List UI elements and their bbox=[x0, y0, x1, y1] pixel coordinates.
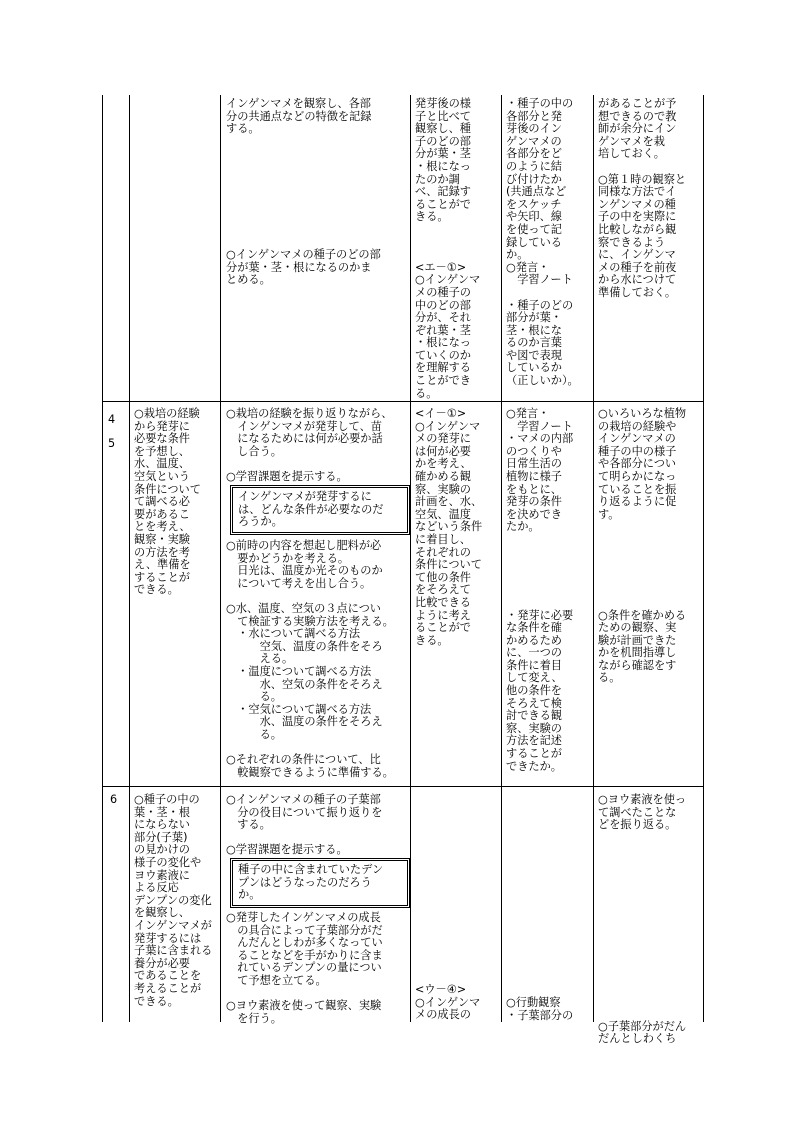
text-line: 養分が必要 bbox=[134, 956, 190, 970]
text-line: 発芽後の様 bbox=[415, 97, 471, 110]
text-line: 計画を、水、 bbox=[415, 495, 483, 509]
text-line bbox=[506, 572, 592, 585]
text-line: それぞれの bbox=[415, 545, 471, 559]
text-line bbox=[506, 547, 592, 560]
text-line: を使って記 bbox=[506, 222, 562, 236]
text-line: ○ヨウ素液を使って観察、実験 bbox=[226, 999, 382, 1013]
text-line: そろえて検 bbox=[506, 696, 562, 710]
text-line: 各部分をど bbox=[506, 147, 562, 161]
text-line: 茎・根にな bbox=[506, 323, 562, 337]
text-line: きる。 bbox=[415, 633, 449, 647]
text-line: 中のどの部 bbox=[415, 298, 471, 312]
text-line: 比較できる bbox=[415, 595, 471, 609]
text-line: べ、記録す bbox=[415, 185, 471, 199]
text-line: 水、温度の条件をそろえ bbox=[226, 715, 383, 729]
text-line: ○ヨウ素液を使っ bbox=[598, 793, 687, 806]
text-line: (共通点など bbox=[506, 185, 567, 199]
text-line bbox=[598, 970, 702, 983]
text-line: ○条件を確かめる bbox=[598, 608, 687, 622]
text-line: 確かめる観 bbox=[415, 469, 471, 483]
text-line: になるためには何が必要か話 bbox=[226, 432, 383, 446]
text-line: を予想し、 bbox=[134, 444, 190, 458]
text-line: かめるため bbox=[506, 633, 562, 647]
text-line bbox=[415, 224, 499, 237]
text-line: ることなどを手がかりに含ま bbox=[226, 948, 383, 962]
text-line: 子葉に含まれる bbox=[134, 944, 213, 958]
text-line: 各部分と発 bbox=[506, 109, 562, 123]
text-line: 部分(子葉) bbox=[134, 830, 188, 844]
text-line: ○発言・ bbox=[506, 407, 550, 420]
task-line: は、どんな条件が必要なのだ bbox=[238, 502, 384, 516]
text-line: ンゲンマメの種 bbox=[598, 197, 676, 211]
text-line: 観察し、種 bbox=[415, 122, 471, 136]
text-line: （正しいか）。 bbox=[506, 374, 579, 388]
text-line: 必要な条件 bbox=[134, 432, 190, 446]
text-line: て調べる必 bbox=[134, 495, 190, 509]
text-line: があることが予 bbox=[598, 97, 677, 110]
text-line: ○インゲンマメの種子のどの部 bbox=[226, 248, 381, 262]
text-line: 準備しておく。 bbox=[598, 285, 677, 299]
text-line: <エ－①> bbox=[415, 260, 467, 274]
row2-task-box bbox=[230, 485, 410, 535]
text-line: し合う。 bbox=[226, 444, 282, 458]
text-line bbox=[226, 199, 408, 212]
text-line: ○栽培の経験を振り返りながら、 bbox=[226, 407, 393, 420]
text-line bbox=[598, 920, 702, 933]
text-line: 考えることが bbox=[134, 981, 202, 995]
text-line: する。 bbox=[226, 818, 271, 832]
row3-task-box bbox=[230, 858, 410, 908]
text-line: や図で表現 bbox=[506, 348, 562, 362]
text-line: などいう条件 bbox=[415, 520, 483, 534]
text-line: <イ－①> bbox=[415, 407, 467, 420]
text-line bbox=[598, 844, 702, 857]
text-line: インゲンマメを観察し、各部 bbox=[226, 97, 371, 110]
text-line bbox=[506, 584, 592, 597]
text-line: ように考え bbox=[415, 608, 471, 622]
text-line: や各部分につい bbox=[598, 457, 677, 471]
text-line: 日光は、温度か光そのものか bbox=[226, 564, 383, 578]
text-line: することが bbox=[506, 747, 562, 761]
row2-goal bbox=[134, 408, 218, 597]
text-line: 察、実験の bbox=[415, 482, 471, 496]
text-line: 植物に様子 bbox=[506, 469, 562, 483]
text-line: 子と比べて bbox=[415, 109, 471, 123]
text-line: ための観察、実 bbox=[598, 621, 677, 635]
text-line: ○インゲンマメの種子の子葉部 bbox=[226, 793, 381, 806]
text-line bbox=[598, 597, 702, 610]
text-line: ることがで bbox=[415, 621, 471, 635]
text-line: のように結 bbox=[506, 159, 562, 173]
text-line: 学習ノート bbox=[506, 419, 573, 433]
text-line bbox=[415, 249, 499, 262]
row2-evaluation bbox=[506, 408, 592, 773]
text-line: て明らかになっ bbox=[598, 469, 677, 483]
text-line: ・種子の中の bbox=[506, 97, 574, 110]
text-line: たか。 bbox=[506, 520, 540, 534]
text-line: える。 bbox=[226, 652, 294, 666]
task-line: プンはどうなったのだろう bbox=[238, 875, 372, 889]
text-line bbox=[598, 857, 702, 870]
text-line: 想できるので教 bbox=[598, 109, 677, 123]
text-line: どを振り返る。 bbox=[598, 818, 677, 832]
text-line: て予想を立てる。 bbox=[226, 973, 327, 987]
text-line: に着目し、 bbox=[415, 532, 471, 546]
text-line: ゲンマメを栽 bbox=[598, 134, 665, 148]
text-line: び付けたか bbox=[506, 172, 562, 186]
text-line: 分が葉・茎・根になるのかま bbox=[226, 260, 372, 274]
text-line: て検証する実験方法を考える。 bbox=[226, 614, 394, 628]
text-line: 比較しながら観 bbox=[598, 222, 677, 236]
text-line: する。 bbox=[226, 122, 260, 136]
row2-viewpoint bbox=[415, 408, 499, 647]
text-line: ・子葉部分の bbox=[506, 1008, 574, 1022]
text-line: ・根になっ bbox=[415, 336, 471, 350]
row3-activities-a bbox=[226, 794, 408, 857]
text-line: よる反応 bbox=[134, 881, 179, 895]
text-line: 空気、温度 bbox=[415, 507, 471, 521]
text-line bbox=[506, 534, 592, 547]
hour-number: 6 bbox=[110, 793, 118, 806]
row1-evaluation bbox=[506, 98, 592, 388]
text-line: 様子の変化や bbox=[134, 855, 202, 869]
text-line: 験が計画できた bbox=[598, 633, 677, 647]
text-line: インゲンマメが bbox=[134, 918, 212, 932]
text-line: メの種子の bbox=[415, 285, 471, 299]
text-line: んだんとしわが多くなってい bbox=[226, 936, 383, 950]
text-line: 観察・実験 bbox=[134, 532, 190, 546]
text-line bbox=[598, 534, 702, 547]
text-line: インゲンマメの bbox=[598, 432, 676, 446]
text-line bbox=[598, 547, 702, 560]
text-line: え、準備を bbox=[134, 558, 191, 572]
row1-activities bbox=[226, 98, 408, 287]
text-line: か。 bbox=[506, 248, 529, 262]
text-line: を観察し、 bbox=[134, 906, 190, 920]
text-line: できる。 bbox=[134, 583, 179, 597]
text-line bbox=[598, 895, 702, 908]
text-line: のつくりや bbox=[506, 444, 562, 458]
text-line: 分が、それ bbox=[415, 311, 471, 325]
text-line: であることを bbox=[134, 969, 202, 983]
text-line: て調べたことな bbox=[598, 805, 677, 819]
text-line: デンプンの変化 bbox=[134, 893, 212, 907]
text-line: かを机間指導し bbox=[598, 646, 677, 660]
row3-evaluation bbox=[506, 997, 592, 1022]
text-line: して変え、 bbox=[506, 671, 563, 685]
text-line: り返るように促 bbox=[598, 495, 677, 509]
text-line: は何が必要 bbox=[415, 444, 471, 458]
text-line: 部分が葉・ bbox=[506, 311, 562, 325]
text-line bbox=[506, 559, 592, 572]
text-line: ることがで bbox=[415, 197, 471, 211]
text-line: ヨウ素液に bbox=[134, 868, 190, 882]
text-line: 条件に着目 bbox=[506, 658, 562, 672]
text-line: す。 bbox=[598, 507, 620, 521]
text-line bbox=[226, 174, 408, 187]
text-line bbox=[598, 584, 702, 597]
text-line: 方法を記述 bbox=[506, 734, 562, 748]
text-line: しているか bbox=[506, 361, 562, 375]
text-line: ていることを振 bbox=[598, 482, 677, 496]
text-line: ・発芽に必要 bbox=[506, 608, 574, 622]
text-line: メの成長の bbox=[415, 1008, 471, 1022]
text-line bbox=[598, 832, 702, 845]
text-line: ○行動観察 bbox=[506, 996, 561, 1009]
text-line: ○子葉部分がだん bbox=[598, 1019, 687, 1033]
text-line: を決めでき bbox=[506, 507, 562, 521]
text-line bbox=[226, 148, 408, 161]
text-line: ○インゲンマ bbox=[415, 273, 481, 287]
text-line: かを考え、 bbox=[415, 457, 472, 471]
text-line: 録している bbox=[506, 235, 562, 249]
text-line: ていくのか bbox=[415, 348, 471, 362]
text-line: ○それぞれの条件について、比 bbox=[226, 753, 381, 767]
text-line: にならない bbox=[134, 818, 190, 832]
text-line: 察できるよう bbox=[598, 235, 666, 249]
text-line: 条件について bbox=[134, 482, 201, 496]
text-line: 芽後のイン bbox=[506, 122, 562, 136]
text-line: ○いろいろな植物 bbox=[598, 407, 687, 420]
text-line bbox=[598, 933, 702, 946]
text-line: 種子の中の様子 bbox=[598, 444, 677, 458]
text-line: ○第１時の観察と bbox=[598, 172, 687, 186]
text-line: て他の条件 bbox=[415, 570, 471, 584]
text-line: 葉・茎・根 bbox=[134, 805, 190, 819]
text-line: に、一つの bbox=[506, 646, 562, 660]
text-line: だんとしわくち bbox=[598, 1032, 677, 1046]
text-line: ○学習課題を提示する。 bbox=[226, 843, 348, 857]
text-line: 討できる観 bbox=[506, 709, 562, 723]
row2-activities-b bbox=[226, 540, 408, 779]
text-line: 要かどうかを考える。 bbox=[226, 551, 350, 565]
row3-hour bbox=[110, 794, 128, 807]
text-line: たのか調 bbox=[415, 172, 460, 186]
text-line: をスケッチ bbox=[506, 197, 562, 211]
text-line bbox=[598, 945, 702, 958]
text-line bbox=[506, 287, 592, 300]
text-line bbox=[598, 559, 702, 572]
text-line: ○種子の中の bbox=[134, 793, 200, 806]
text-line: る。 bbox=[226, 690, 282, 704]
text-line: から水につけて bbox=[598, 273, 677, 287]
text-line: きる。 bbox=[415, 210, 449, 224]
text-line: 分の共通点などの特徴を記録 bbox=[226, 109, 372, 123]
text-line: 水、温度、 bbox=[134, 457, 190, 471]
text-line: ○発芽したインゲンマメの成長 bbox=[226, 911, 381, 924]
text-line: ・水について調べる方法 bbox=[226, 627, 361, 641]
text-line: ながら確認をす bbox=[598, 658, 677, 672]
text-line: ことができ bbox=[415, 374, 471, 388]
row3-support bbox=[598, 794, 702, 1046]
text-line: することが bbox=[134, 570, 190, 584]
text-line: 分の役目について振り返りを bbox=[226, 805, 383, 819]
text-line: 子のどの部 bbox=[415, 134, 471, 148]
text-line: ・空気について調べる方法 bbox=[226, 702, 372, 716]
text-line: ゲンマメの bbox=[506, 134, 562, 148]
text-line: を行う。 bbox=[226, 1011, 282, 1025]
row2-support bbox=[598, 408, 702, 685]
text-line: をもとに、 bbox=[506, 482, 562, 496]
text-line: の具合によって子葉部分がだ bbox=[226, 923, 383, 937]
text-line: の栽培の経験や bbox=[598, 419, 677, 433]
text-line: の方法を考 bbox=[134, 545, 190, 559]
text-line: インゲンマメが発芽して、苗 bbox=[226, 419, 382, 433]
text-line: ・温度について調べる方法 bbox=[226, 664, 372, 678]
text-line: 条件について bbox=[415, 558, 482, 572]
text-line: る。 bbox=[598, 671, 621, 685]
row3-goal bbox=[134, 794, 218, 1008]
task-line: インゲンマメが発芽するに bbox=[238, 490, 372, 503]
row3-activities-b bbox=[226, 912, 408, 1025]
text-line bbox=[598, 983, 702, 996]
text-line: とめる。 bbox=[226, 273, 271, 287]
text-line: ○学習課題を提示する。 bbox=[226, 469, 348, 483]
text-line: とを考え、 bbox=[134, 520, 191, 534]
text-line: 子の中を実際に bbox=[598, 210, 677, 224]
text-line bbox=[598, 882, 702, 895]
row3-viewpoint bbox=[415, 984, 499, 1022]
text-line bbox=[598, 161, 702, 174]
row2-activities-a bbox=[226, 408, 408, 484]
row2-hour bbox=[108, 408, 126, 456]
text-line: 水、空気の条件をそろえ bbox=[226, 677, 383, 691]
text-line: 発芽するには bbox=[134, 931, 202, 945]
text-line: 較観察できるように準備する。 bbox=[226, 765, 394, 779]
text-line: 空気、温度の条件をそろ bbox=[226, 639, 383, 653]
text-line: れているデンプンの量につい bbox=[226, 961, 382, 975]
text-line: ・マメの内部 bbox=[506, 432, 574, 446]
text-line: 日常生活の bbox=[506, 457, 562, 471]
text-line: る。 bbox=[415, 386, 438, 400]
text-line: ぞれ葉・茎 bbox=[415, 323, 471, 337]
text-line: ・種子のどの bbox=[506, 298, 574, 312]
text-line bbox=[226, 186, 408, 199]
text-line bbox=[226, 161, 408, 174]
text-line: ・根になっ bbox=[415, 159, 471, 173]
hour-number: 4 5 bbox=[108, 413, 116, 450]
text-line bbox=[226, 136, 408, 149]
text-line: ○栽培の経験 bbox=[134, 407, 200, 420]
text-line: ○前時の内容を想起し肥料が必 bbox=[226, 539, 382, 552]
task-line: ろうか。 bbox=[238, 515, 283, 529]
text-line: 察、実験の bbox=[506, 721, 562, 735]
text-line: に、インゲンマ bbox=[598, 248, 676, 262]
text-line bbox=[598, 958, 702, 971]
text-line: 分が葉・茎 bbox=[415, 147, 471, 161]
text-line: 他の条件を bbox=[506, 684, 562, 698]
text-line bbox=[506, 597, 592, 610]
text-line: な条件を確 bbox=[506, 621, 562, 635]
row1-support bbox=[598, 98, 702, 300]
text-line bbox=[598, 870, 702, 883]
text-line: ○水、温度、空気の３点につい bbox=[226, 601, 381, 615]
text-line: る。 bbox=[226, 727, 282, 741]
text-line bbox=[415, 237, 499, 250]
text-line: メの発芽に bbox=[415, 432, 471, 446]
task-line: か。 bbox=[238, 888, 261, 902]
text-line: について考えを出し合う。 bbox=[226, 576, 372, 590]
text-line bbox=[598, 521, 702, 534]
text-line: ○発言・ bbox=[506, 260, 550, 274]
text-line: できたか。 bbox=[506, 759, 562, 773]
text-line: 学習ノート bbox=[506, 273, 573, 287]
text-line: を理解する bbox=[415, 361, 471, 375]
task-line: 種子の中に含まれていたデン bbox=[238, 863, 384, 876]
text-line: るのか言葉 bbox=[506, 336, 562, 350]
text-line: 師が余分にイン bbox=[598, 122, 677, 136]
text-line bbox=[598, 572, 702, 585]
text-line: できる。 bbox=[134, 994, 179, 1008]
row1-viewpoint bbox=[415, 98, 499, 400]
text-line: から発芽に bbox=[134, 419, 190, 433]
text-line: 発芽の条件 bbox=[506, 495, 562, 509]
text-line bbox=[226, 211, 408, 224]
text-line bbox=[598, 1008, 702, 1021]
text-line bbox=[598, 907, 702, 920]
text-line: 同様な方法でイ bbox=[598, 185, 677, 199]
text-line: をそろえて bbox=[415, 583, 471, 597]
text-line: の見かけの bbox=[134, 843, 190, 857]
text-line: ○インゲンマ bbox=[415, 419, 481, 433]
text-line: や矢印、線 bbox=[506, 210, 562, 224]
text-line bbox=[598, 996, 702, 1009]
text-line bbox=[226, 224, 408, 237]
text-line: メの種子を前夜 bbox=[598, 260, 677, 274]
text-line: <ウ－④> bbox=[415, 983, 467, 996]
text-line: 要があるこ bbox=[134, 507, 190, 521]
text-line: 培しておく。 bbox=[598, 147, 665, 161]
text-line: ○インゲンマ bbox=[415, 995, 481, 1009]
text-line: 空気という bbox=[134, 469, 190, 483]
